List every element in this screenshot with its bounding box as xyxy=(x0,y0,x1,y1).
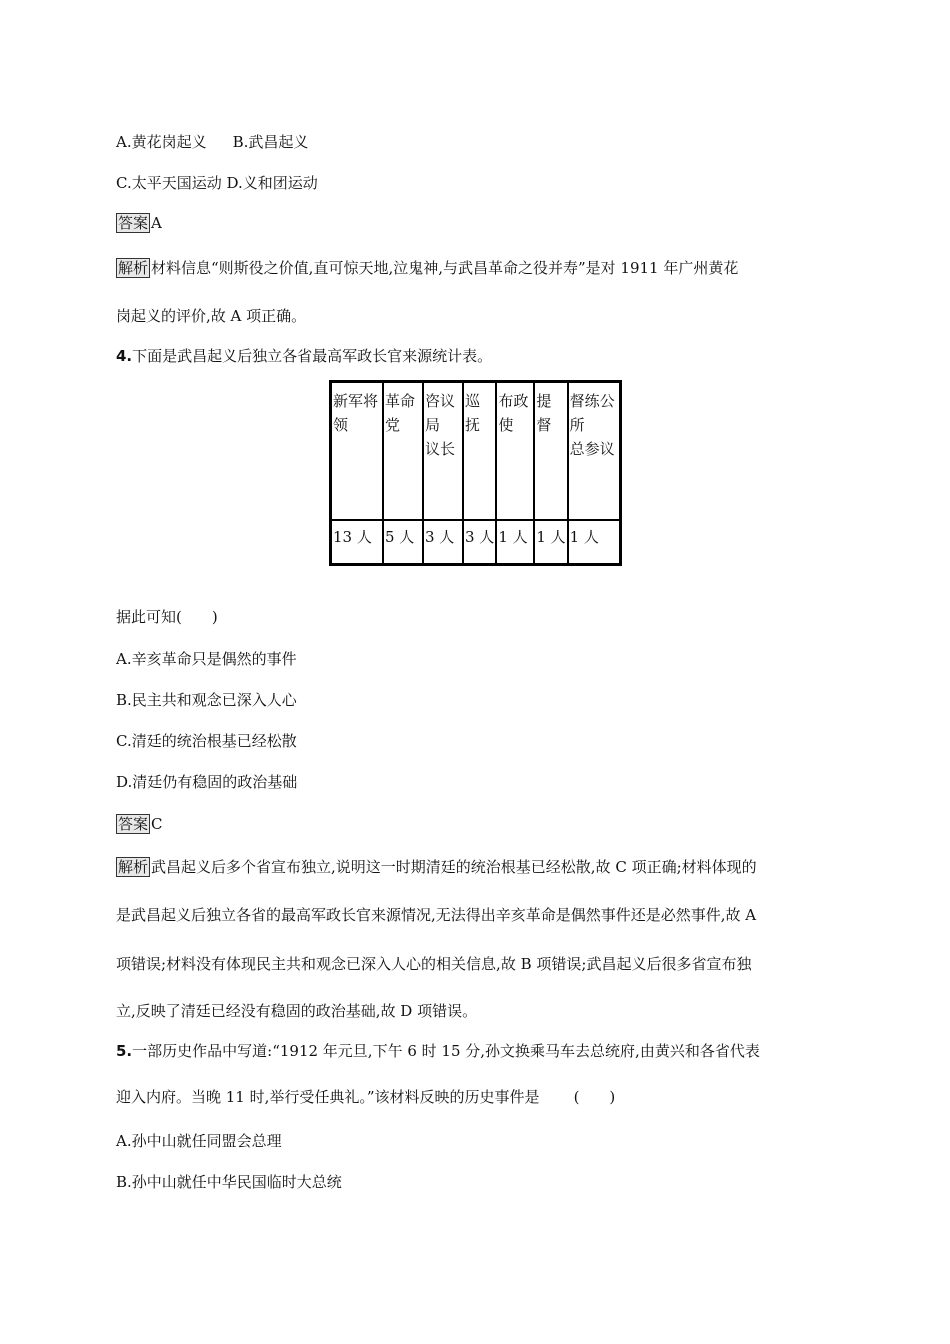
analysis-text: 材料信息“则斯役之价值,直可惊天地,泣鬼神,与武昌革命之役并寿”是对 1911 年广州黄花 xyxy=(151,259,739,277)
table-header-row xyxy=(331,382,621,521)
table-header-cell: 布政 使 xyxy=(496,382,534,521)
table-header-cell: 提 督 xyxy=(534,382,567,521)
q4-analysis-line: 是武昌起义后独立各省的最高军政长官来源情况,无法得出辛亥革命是偶然事件还是必然事件,故 A xyxy=(116,906,757,924)
q4-prompt: 据此可知( ) xyxy=(116,608,218,626)
answer-value: C xyxy=(151,815,163,833)
analysis-tag: 解析 xyxy=(118,259,149,277)
table-cell: 5 人 xyxy=(383,520,423,565)
table-cell: 1 人 xyxy=(496,520,534,565)
table-cell: 1 人 xyxy=(534,520,567,565)
q3-analysis-line: 岗起义的评价,故 A 项正确。 xyxy=(116,307,307,325)
table-header-cell: 新军将 领 xyxy=(331,382,384,521)
answer-blank: ( ) xyxy=(573,1088,616,1106)
answer-value: A xyxy=(151,214,162,232)
q5-stem-line2 xyxy=(116,1087,615,1107)
q3-options-ab xyxy=(116,132,308,152)
q3-option-d: D.义和团运动 xyxy=(226,174,318,192)
q4-option-d: D.清廷仍有稳固的政治基础 xyxy=(116,773,298,791)
question-number: 5. xyxy=(116,1042,133,1060)
q4-option-b: B.民主共和观念已深入人心 xyxy=(116,691,297,709)
question-text: 一部历史作品中写道:“1912 年元旦,下午 6 时 15 分,孙文换乘马车去总统府,由黄兴和各省代表 xyxy=(132,1042,760,1060)
table-header-cell: 巡 抚 xyxy=(463,382,496,521)
analysis-text: 武昌起义后多个省宣布独立,说明这一时期清廷的统治根基已经松散,故 C 项正确;材料体现的 xyxy=(151,858,757,876)
q4-answer xyxy=(116,814,163,834)
q5-stem xyxy=(116,1041,760,1061)
q4-option-c: C.清廷的统治根基已经松散 xyxy=(116,732,297,750)
question-text: 迎入内府。当晚 11 时,举行受任典礼。”该材料反映的历史事件是 xyxy=(116,1088,540,1106)
question-number: 4. xyxy=(116,347,133,365)
answer-tag: 答案 xyxy=(118,214,149,232)
analysis-tag: 解析 xyxy=(118,858,149,876)
q3-answer xyxy=(116,213,162,233)
commander-source-table xyxy=(329,380,622,566)
table-cell: 3 人 xyxy=(423,520,463,565)
q4-analysis-line: 项错误;材料没有体现民主共和观念已深入人心的相关信息,故 B 项错误;武昌起义后很多省宣布独 xyxy=(116,955,752,973)
table-header-cell: 督练公 所 总参议 xyxy=(568,382,621,521)
table-cell: 13 人 xyxy=(331,520,384,565)
q3-option-b: B.武昌起义 xyxy=(232,133,309,151)
q3-analysis-line xyxy=(116,258,738,278)
table-value-row xyxy=(331,520,621,565)
q3-option-a: A.黄花岗起义 xyxy=(116,133,207,151)
table-cell: 1 人 xyxy=(568,520,621,565)
q4-option-a: A.辛亥革命只是偶然的事件 xyxy=(116,650,297,668)
question-text: 下面是武昌起义后独立各省最高军政长官来源统计表。 xyxy=(132,347,493,365)
table-cell: 3 人 xyxy=(463,520,496,565)
answer-tag: 答案 xyxy=(118,815,149,833)
q4-analysis-line xyxy=(116,857,757,877)
table-header-cell: 革命 党 xyxy=(383,382,423,521)
q3-options-cd xyxy=(116,173,318,193)
q5-option-a: A.孙中山就任同盟会总理 xyxy=(116,1132,282,1150)
q3-option-c: C.太平天国运动 xyxy=(116,174,222,192)
q5-option-b: B.孙中山就任中华民国临时大总统 xyxy=(116,1173,342,1191)
q4-analysis-line: 立,反映了清廷已经没有稳固的政治基础,故 D 项错误。 xyxy=(116,1002,478,1020)
table-header-cell: 咨议 局 议长 xyxy=(423,382,463,521)
q4-stem xyxy=(116,346,492,366)
